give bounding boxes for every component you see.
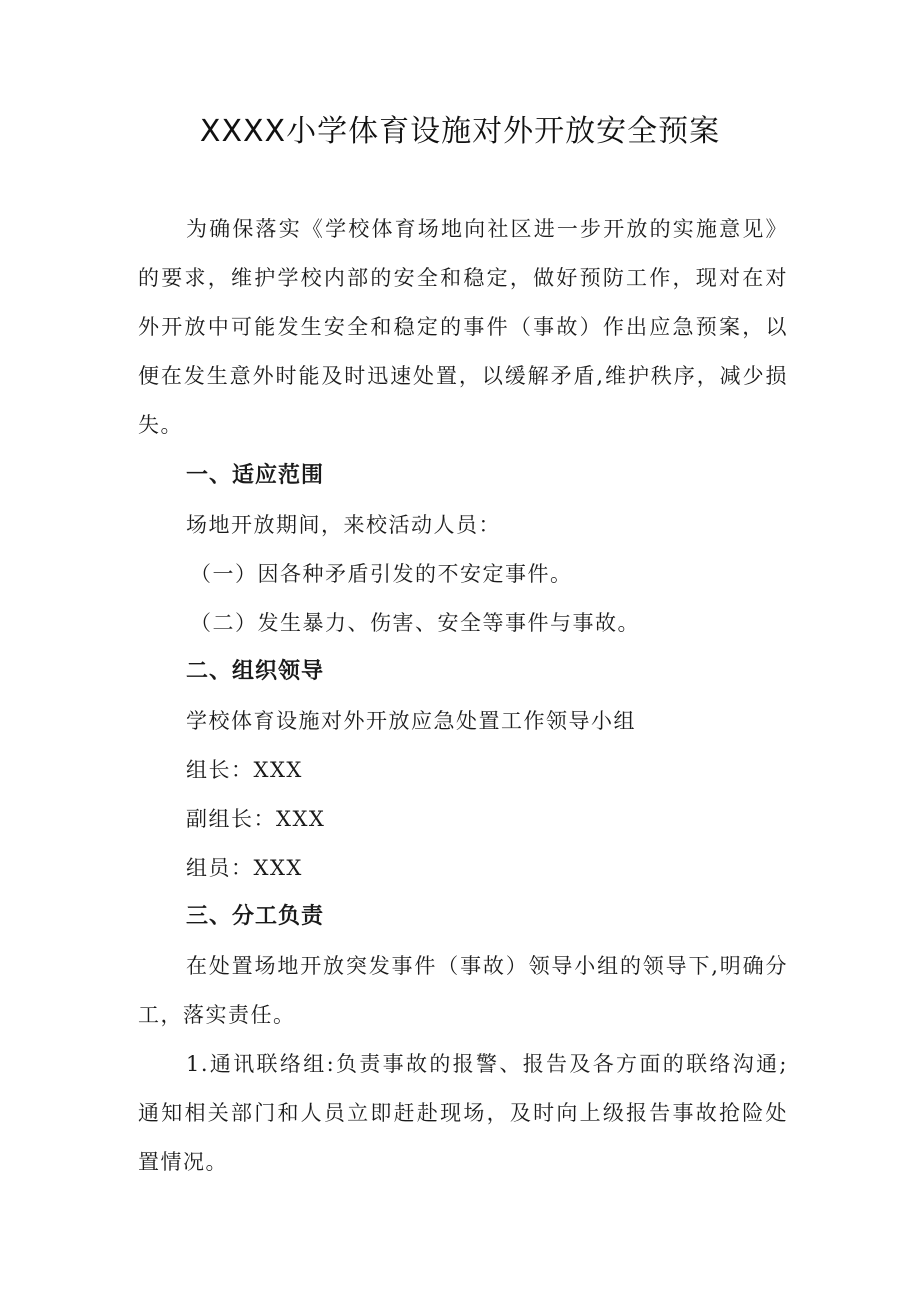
deputy-leader-line: 副组长：XXX: [186, 807, 326, 831]
duties-paragraph: 在处置场地开放突发事件（事故）领导小组的领导下,明确分工，落实责任。: [138, 954, 788, 1027]
scope-item: （二）发生暴力、伤害、安全等事件与事故。: [190, 611, 640, 635]
communication-group-paragraph: 1.通讯联络组:负责事故的报警、报告及各方面的联络沟通;通知相关部门和人员立即赶赴现场，及时向上级报告事故抢险处置情况。: [138, 1052, 788, 1174]
document-title: XXXX小学体育设施对外开放安全预案: [199, 114, 721, 149]
section-heading-duties: 三、分工负责: [186, 904, 325, 929]
leadership-group-name: 学校体育设施对外开放应急处置工作领导小组: [186, 709, 636, 733]
leader-line: 组长：XXX: [186, 758, 303, 782]
section-heading-scope: 一、适应范围: [186, 463, 325, 488]
scope-line: 场地开放期间，来校活动人员：: [186, 513, 501, 537]
section-heading-leadership: 二、组织领导: [186, 659, 325, 684]
intro-paragraph: 为确保落实《学校体育场地向社区进一步开放的实施意见》的要求，维护学校内部的安全和稳定，做好预防工作，现对在对外开放中可能发生安全和稳定的事件（事故）作出应急预案，以便在发生意外时能及时迅速处置，以缓解矛盾,维护秩序，减少损失。: [138, 217, 788, 437]
members-line: 组员：XXX: [186, 856, 303, 880]
scope-item: （一）因各种矛盾引发的不安定事件。: [190, 562, 573, 586]
